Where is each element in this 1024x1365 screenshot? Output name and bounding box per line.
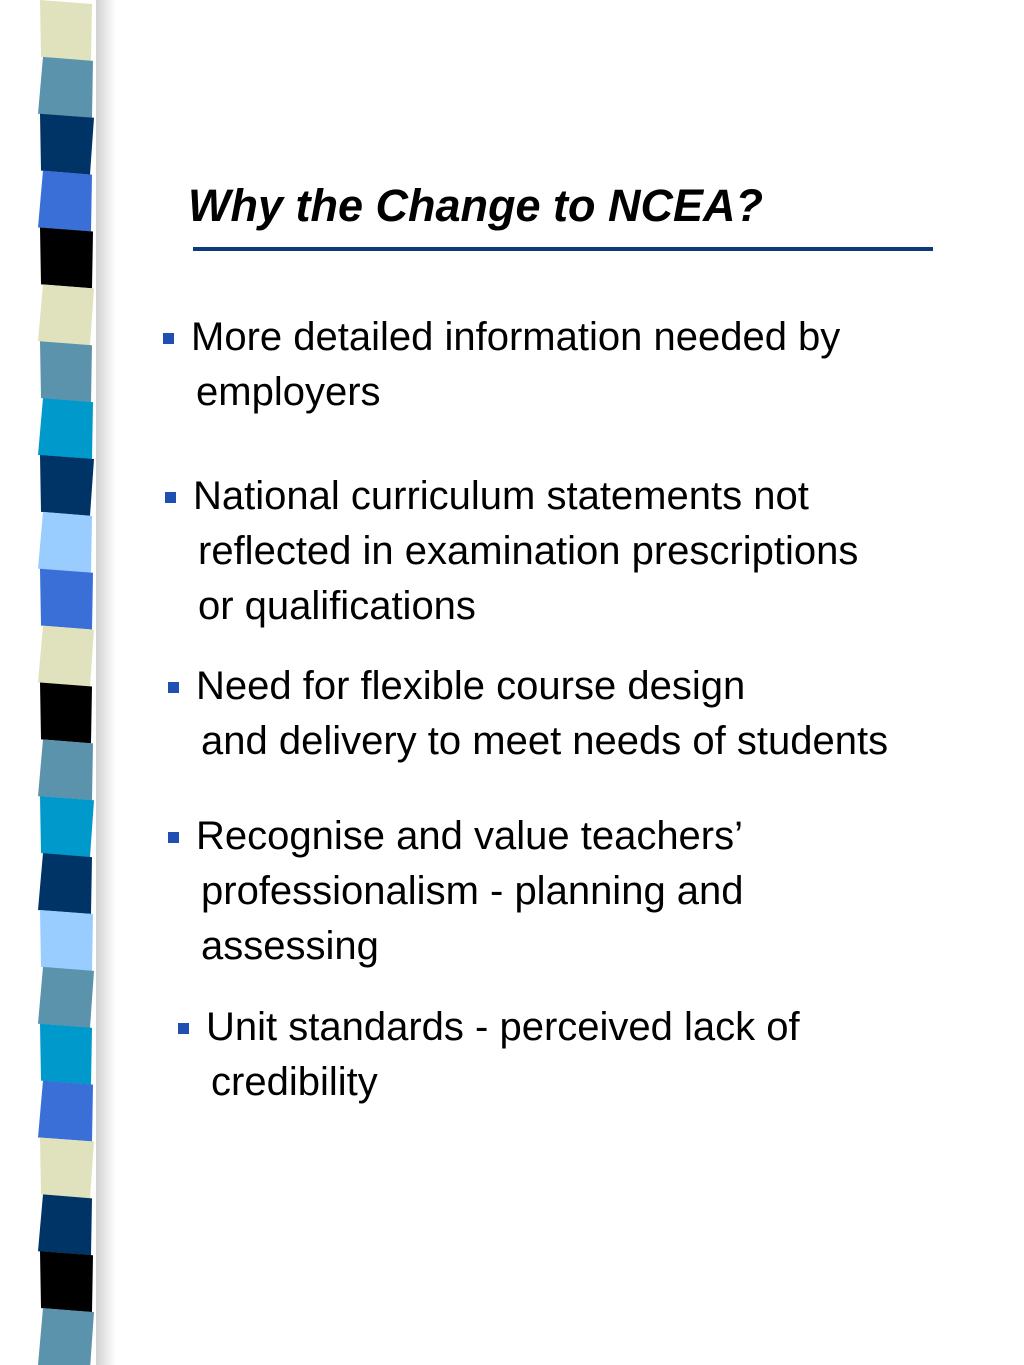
stripe-segment (40, 569, 93, 630)
stripe-segment (40, 683, 92, 744)
slide-title: Why the Change to NCEA? (188, 180, 763, 231)
stripe-segment (40, 228, 93, 289)
stripe-segment (38, 1308, 94, 1365)
stripe-segment (38, 1081, 93, 1142)
stripe-segment (40, 1024, 92, 1085)
stripe-segment (38, 739, 93, 800)
square-bullet-icon (165, 492, 176, 503)
bullet-line: reflected in examination prescriptions (198, 529, 859, 573)
bullet-item (165, 469, 858, 634)
bullet-line: assessing (201, 924, 379, 968)
stripe-segment (40, 1138, 94, 1199)
stripe-segment (38, 853, 92, 914)
stripe-segment (38, 967, 94, 1028)
stripe-segment (38, 284, 94, 345)
bullet-line: employers (196, 370, 381, 414)
stripe-segment (38, 1194, 92, 1255)
bullet-line: Unit standards - perceived lack of (206, 1005, 800, 1049)
square-bullet-icon (163, 333, 174, 344)
bullet-item (163, 310, 840, 420)
stripe-segment (38, 512, 92, 573)
stripe-segment (38, 171, 92, 232)
bullet-line: credibility (211, 1060, 378, 1104)
stripe-segment (40, 0, 92, 61)
square-bullet-icon (168, 832, 179, 843)
stripe-shadow (96, 0, 116, 1365)
stripe-segment (40, 455, 94, 516)
stripe-segment (40, 1251, 93, 1312)
bullet-line: or qualifications (198, 584, 476, 628)
stripe-segment (40, 910, 93, 971)
title-underline (193, 247, 933, 251)
square-bullet-icon (178, 1023, 189, 1034)
bullet-item (168, 809, 744, 974)
square-bullet-icon (168, 682, 179, 693)
bullet-line: More detailed information needed by (191, 315, 841, 359)
stripe-segment (40, 114, 94, 175)
stripe-segment (40, 341, 92, 402)
stripe-segment (40, 796, 94, 857)
stripe-segment (38, 626, 94, 687)
bullet-line: National curriculum statements not (193, 474, 809, 518)
bullet-item (168, 659, 888, 769)
bullet-line: professionalism - planning and (201, 869, 744, 913)
bullet-item (178, 1000, 800, 1110)
bullet-line: and delivery to meet needs of students (201, 719, 889, 763)
bullet-line: Recognise and value teachers’ (196, 814, 744, 858)
stripe-segment (38, 57, 93, 118)
bullet-line: Need for flexible course design (196, 664, 746, 708)
stripe-segment (38, 398, 93, 459)
